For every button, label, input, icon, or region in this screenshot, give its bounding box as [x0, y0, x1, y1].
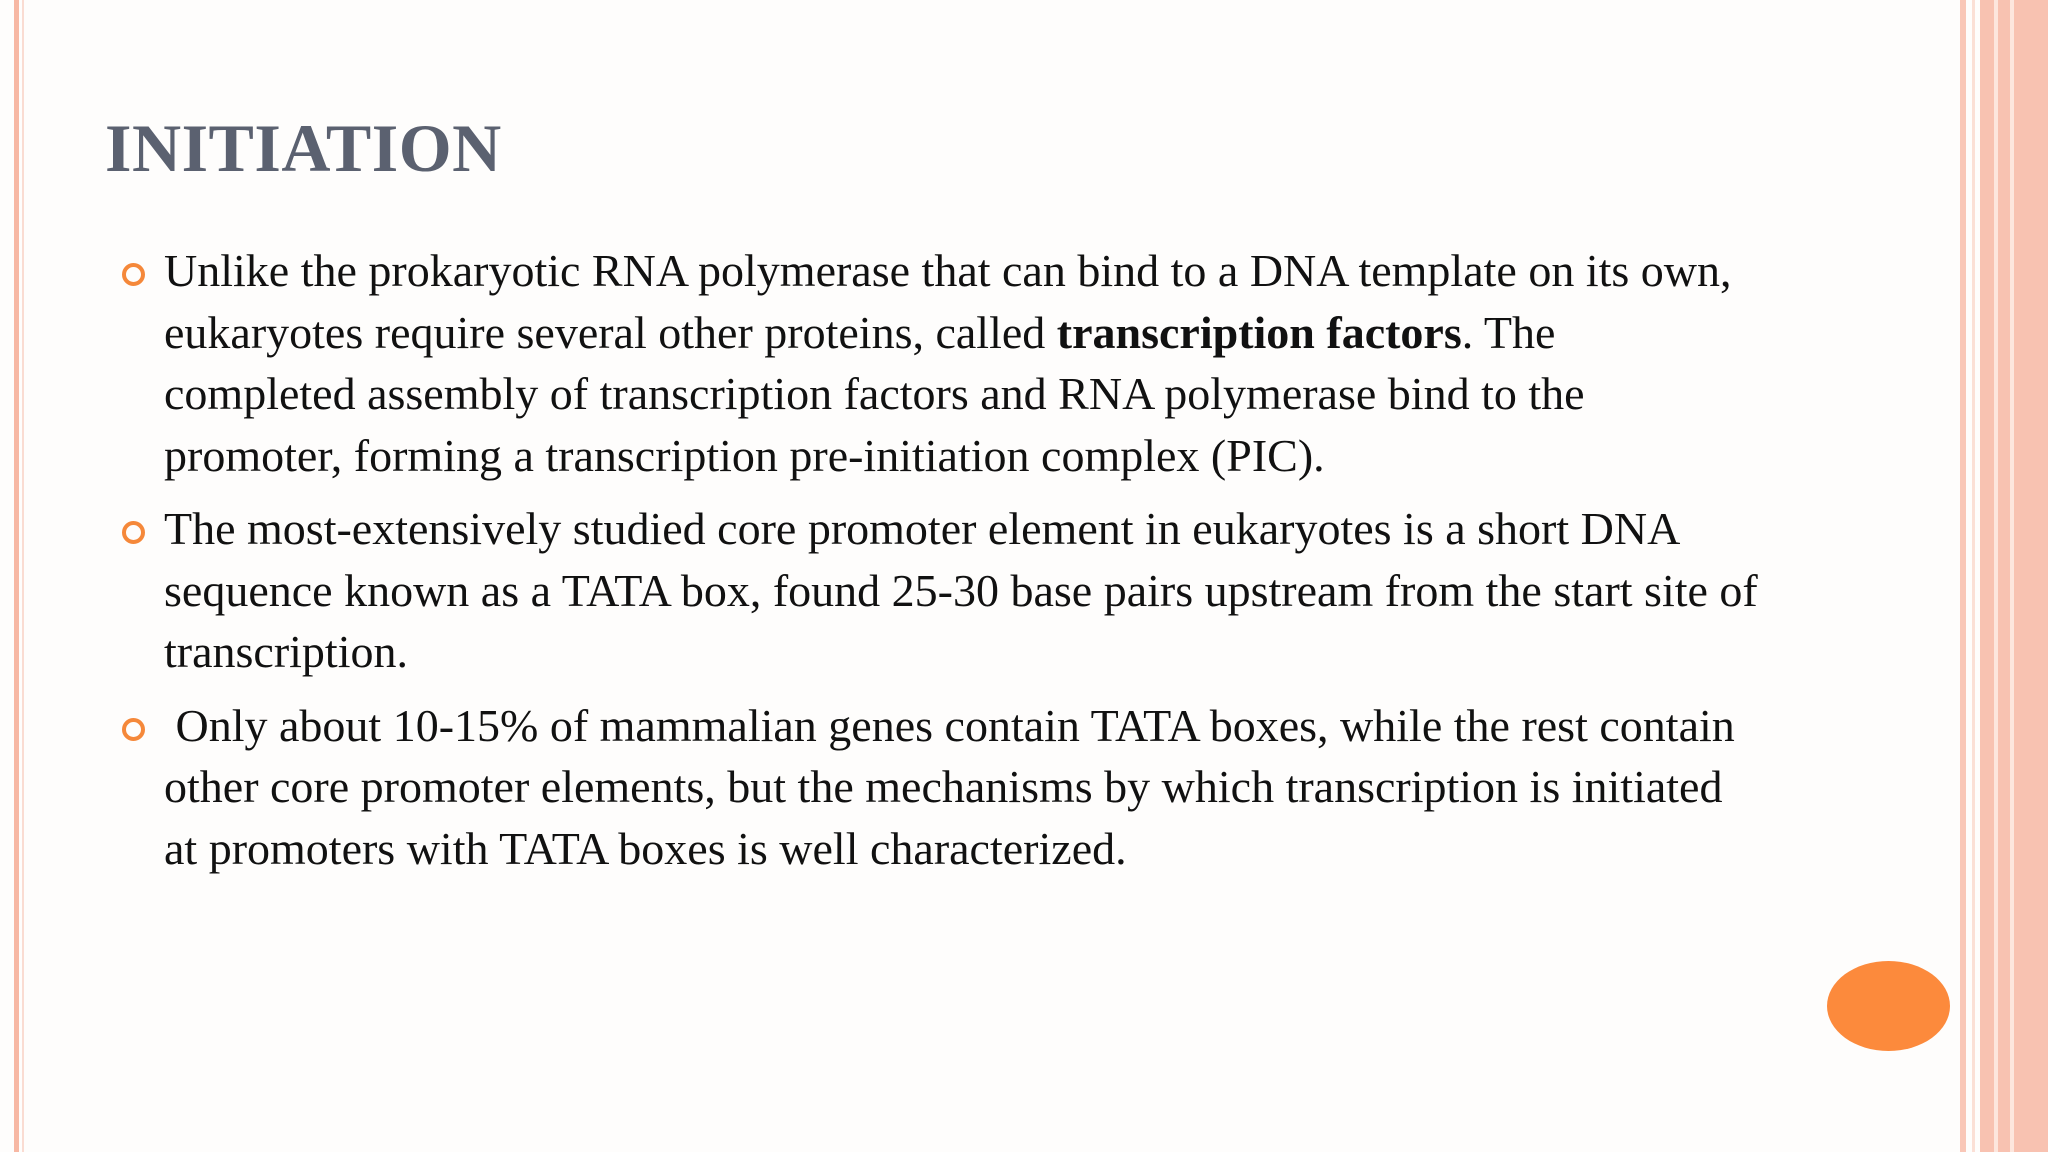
bullet-item [118, 695, 1758, 880]
orange-ellipse-decoration [1827, 961, 1950, 1051]
left-border-stripe-thin [22, 0, 24, 1152]
bullet-text [164, 245, 1732, 481]
bullet-item [118, 498, 1758, 683]
right-border-stripe-thin [1972, 0, 1975, 1152]
circle-outline-icon [122, 263, 145, 286]
bullet-text: Only about 10-15% of mammalian genes contain TATA boxes, while the rest contain other core promoter elements, but the mechanisms by which transcription is initiated at promoters with TATA boxes is well characterized. [164, 699, 1747, 874]
right-border-band-line [1994, 0, 1998, 1152]
bullet-item [118, 240, 1758, 486]
circle-outline-icon [122, 521, 145, 544]
bullet-text-after: . The completed assembly of transcription factors and RNA polymerase bind to the promoter, forming a transcription pre-initiation complex (PIC). [164, 306, 1585, 481]
right-border-band-line [2010, 0, 2014, 1152]
circle-outline-icon [122, 718, 145, 741]
slide-title: INITIATION [105, 110, 502, 186]
bullet-list [118, 240, 1758, 891]
bullet-text-before: Unlike the prokaryotic RNA polymerase that can bind to a DNA template on its own, eukaryotes require several other proteins, called [164, 245, 1732, 358]
bullet-text: The most-extensively studied core promoter element in eukaryotes is a short DNA sequence known as a TATA box, found 25-30 base pairs upstream from the start site of transcription. [164, 503, 1758, 677]
bullet-text-bold: transcription factors [1056, 306, 1462, 358]
left-border-stripe [14, 0, 19, 1152]
right-border-stripe [1960, 0, 1966, 1152]
right-border-band [1980, 0, 2048, 1152]
